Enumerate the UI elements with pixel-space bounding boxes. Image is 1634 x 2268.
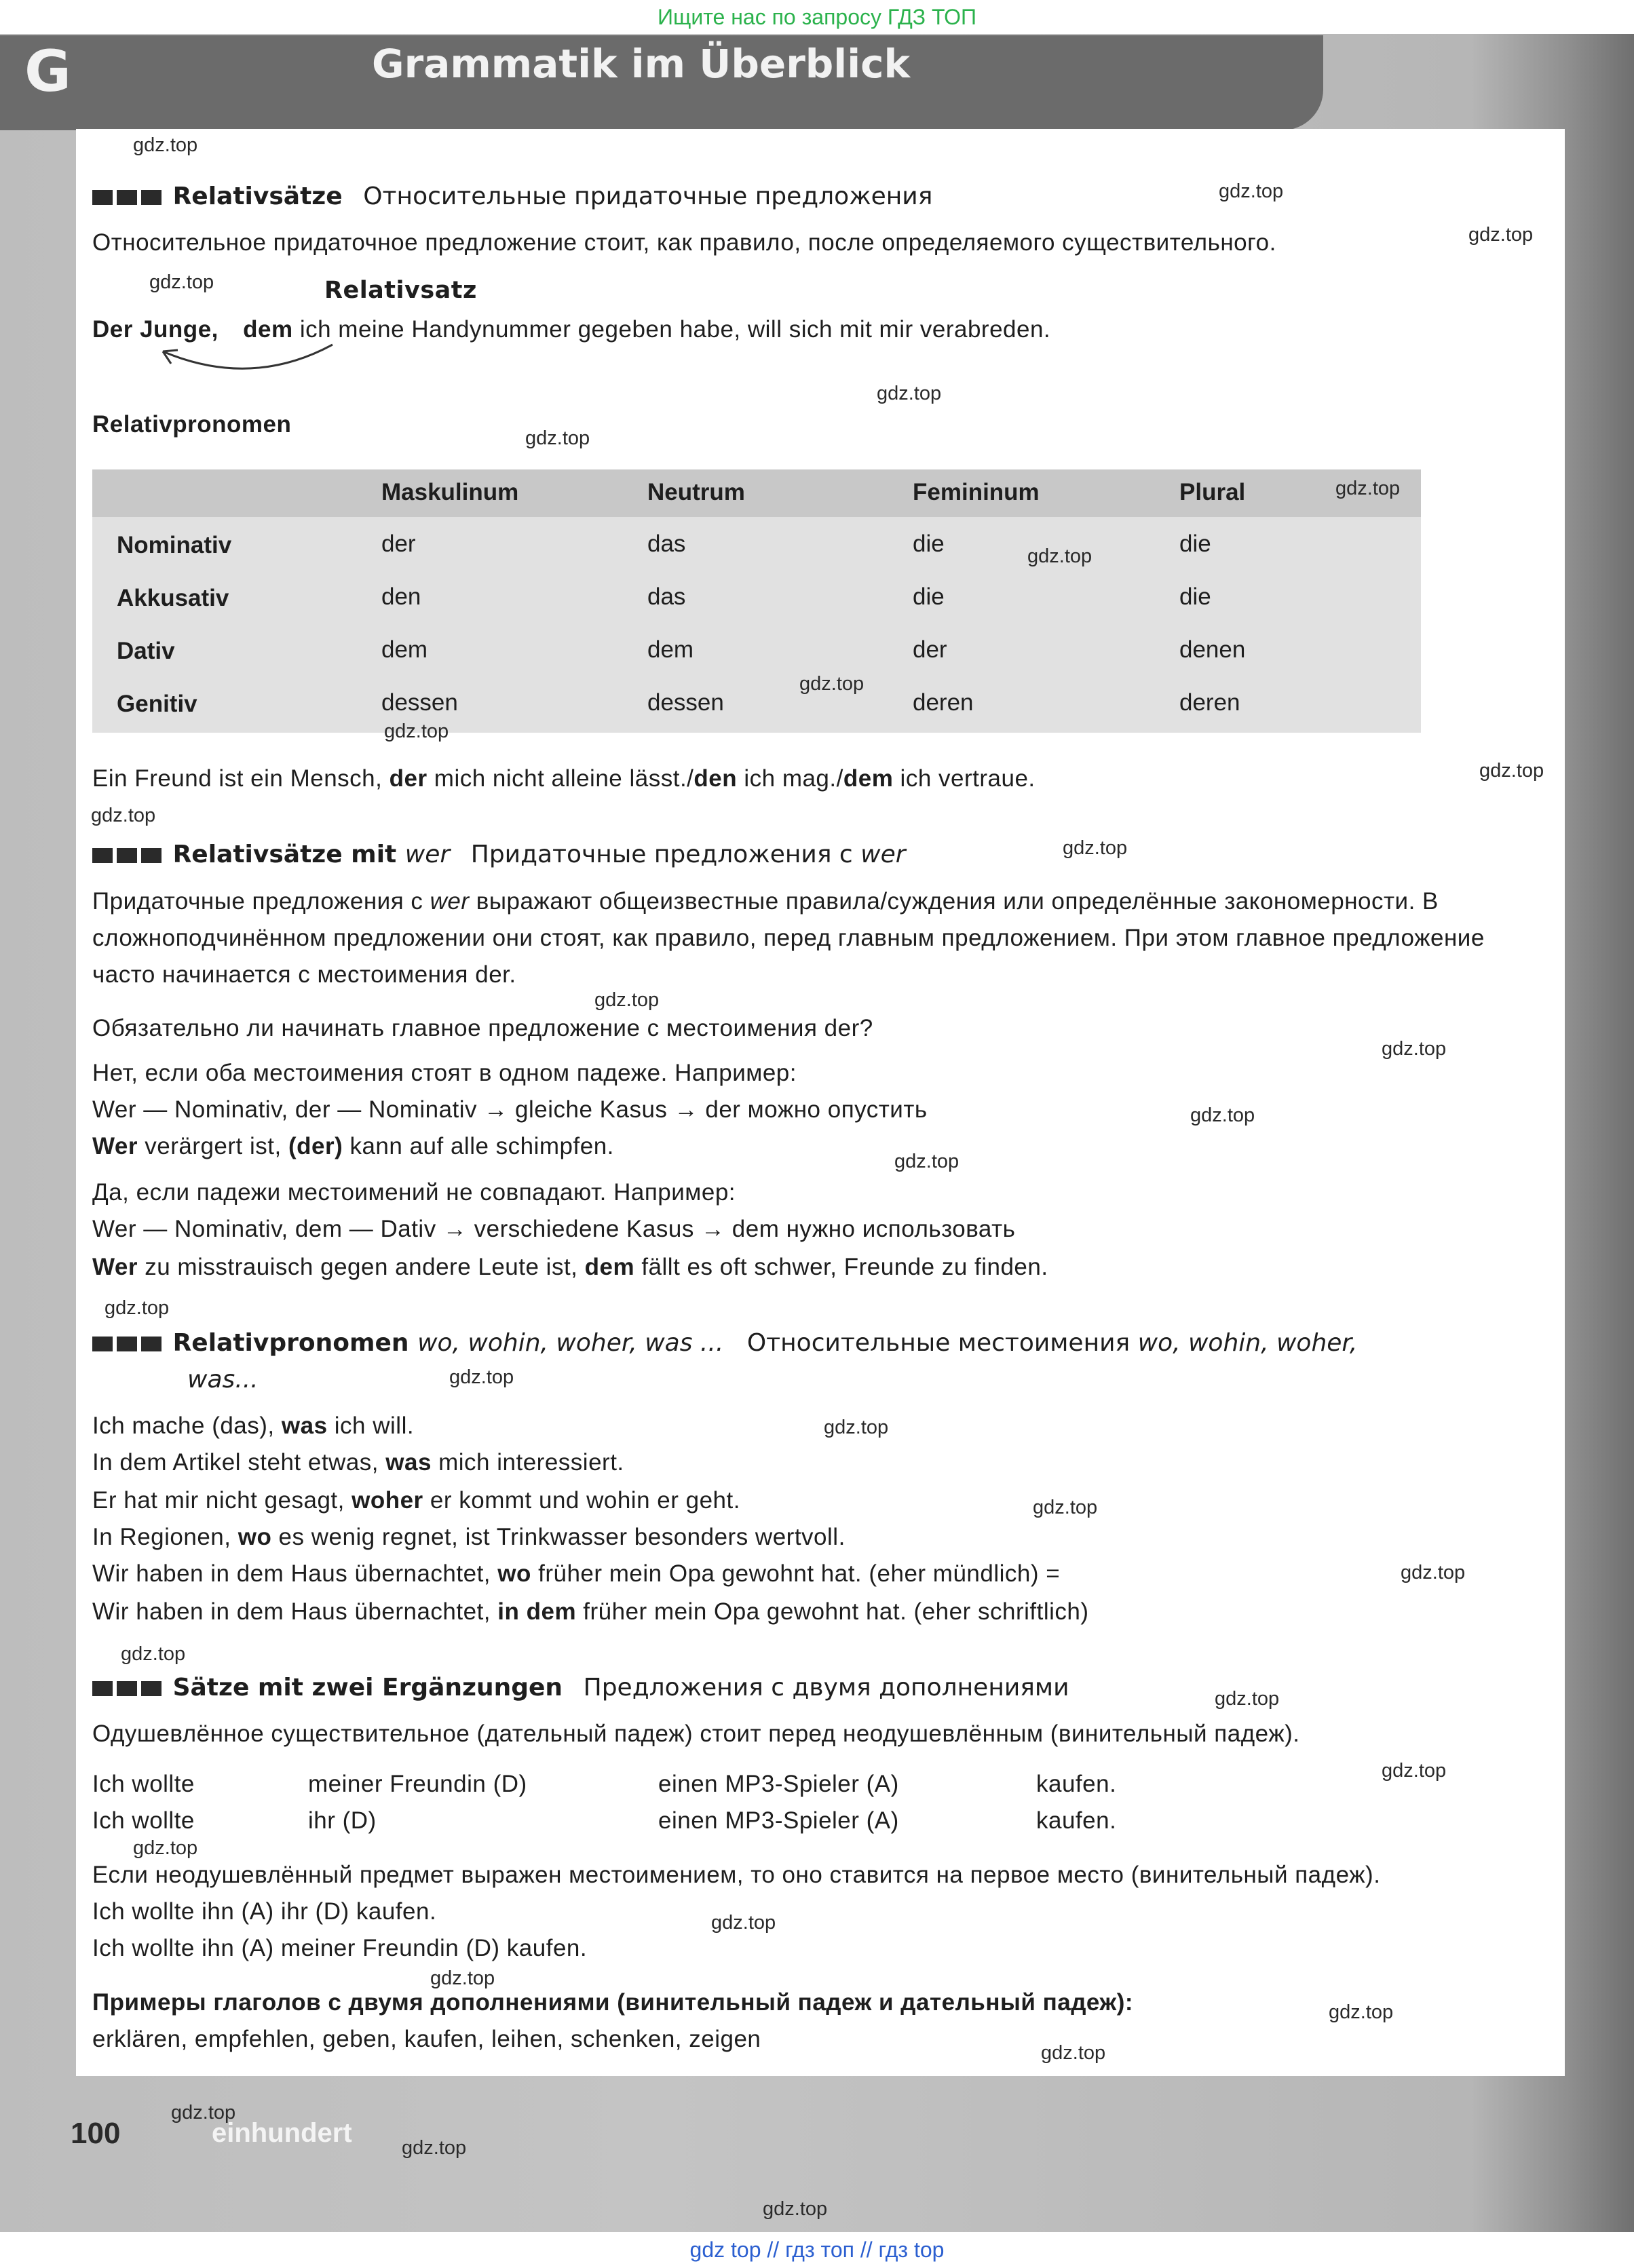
watermark: gdz.top [133, 1837, 198, 1859]
verbs-heading: Примеры глаголов с двумя дополнениями (винительный падеж и дательный падеж): [92, 1989, 1134, 2016]
watermark: gdz.top [171, 2102, 236, 2123]
table-cell: das [647, 583, 686, 610]
watermark: gdz.top [1219, 180, 1284, 202]
watermark: gdz.top [1041, 2042, 1106, 2064]
row-header: Akkusativ [117, 585, 229, 611]
example-table-row: Ich wollte [92, 1807, 195, 1834]
wo-example-1 [92, 1412, 414, 1440]
section-title-ru [747, 1329, 1358, 1357]
table-cell: deren [913, 689, 974, 716]
watermark: gdz.top [430, 1967, 495, 1989]
watermark: gdz.top [1479, 760, 1544, 782]
section-relativsaetze-heading [92, 182, 932, 211]
watermark: gdz.top [1468, 224, 1534, 246]
watermark: gdz.top [1335, 478, 1401, 499]
wer-no-example [92, 1133, 614, 1160]
watermark: gdz.top [402, 2137, 467, 2159]
text-run: es wenig regnet, ist Trinkwasser besonders wertvoll. [271, 1524, 846, 1550]
italic-run: was... [187, 1366, 259, 1394]
bold-run: wo [497, 1560, 531, 1587]
page-word: einhundert [212, 2118, 352, 2148]
text-run: Относительные местоимения [746, 1329, 1138, 1357]
text-run: Wir haben in dem Haus übernachtet, [92, 1560, 498, 1587]
italic-run: wo, wohin, woher, was ... [417, 1329, 724, 1357]
wer-yes-example [92, 1254, 1048, 1281]
watermark: gdz.top [1382, 1038, 1447, 1060]
text-run: mich interessiert. [431, 1449, 624, 1476]
table-cell: denen [1179, 636, 1246, 663]
section-title-ru: Предложения с двумя дополнениями [583, 1674, 1069, 1702]
relative-pronoun: dem [243, 316, 293, 343]
wer-yes-answer: Да, если падежи местоимений не совпадают. Например: [92, 1179, 736, 1206]
italic-run: wer [430, 888, 470, 915]
watermark: gdz.top [133, 134, 198, 156]
col-header: Plural [1179, 479, 1246, 505]
bold-run: den [694, 765, 738, 792]
text-run: Relativsätze mit [172, 841, 405, 868]
text-run: выражают общеизвестные правила/суждения или определённые закономерности. В сложноподчинённом предложении они стоят, как правило, перед главным предложением. При этом главное предложение часто начинается с местоимения der. [92, 888, 1485, 988]
watermark: gdz.top [449, 1366, 514, 1388]
section-title-de: Relativsätze [172, 182, 343, 210]
text-run: früher mein Opa gewohnt hat. (eher schriftlich) [576, 1598, 1089, 1625]
row-header: Genitiv [117, 691, 197, 717]
section-title-de: Sätze mit zwei Ergänzungen [172, 1674, 563, 1702]
antecedent: Der Junge, [92, 316, 218, 343]
watermark: gdz.top [1215, 1688, 1280, 1710]
watermark: gdz.top [121, 1643, 186, 1665]
italic-run: wer [404, 841, 451, 868]
verbs-list: erklären, empfehlen, geben, kaufen, leihen, schenken, zeigen [92, 2026, 761, 2052]
example-table-cell: einen MP3-Spieler (A) [658, 1807, 899, 1834]
bold-run: was [281, 1412, 328, 1439]
bold-run: wo [238, 1524, 272, 1550]
text-run: Er hat mir nicht gesagt, [92, 1487, 352, 1514]
square-bullet-icon [141, 848, 162, 863]
table-cell: das [647, 531, 686, 557]
bold-run: woher [352, 1487, 423, 1514]
page-number: 100 [71, 2117, 121, 2150]
bottom-banner: gdz top // гдз топ // гдз top [0, 2232, 1634, 2268]
watermark: gdz.top [525, 427, 590, 449]
text-run: Relativpronomen [172, 1329, 418, 1357]
example-table-cell: ihr (D) [308, 1807, 377, 1834]
bold-run: dem [843, 765, 894, 792]
bold-run: Wer [92, 1133, 138, 1159]
text-run: früher mein Opa gewohnt hat. (eher mündlich) = [531, 1560, 1061, 1587]
watermark: gdz.top [799, 673, 864, 695]
text-run: Wir haben in dem Haus übernachtet, [92, 1598, 498, 1625]
wo-example-2 [92, 1449, 624, 1476]
watermark: gdz.top [384, 720, 449, 742]
watermark: gdz.top [1190, 1104, 1255, 1126]
watermark: gdz.top [594, 989, 660, 1011]
table-cell: dessen [647, 689, 724, 716]
square-bullet-icon [92, 190, 113, 205]
ergaenzungen-rule-2: Если неодушевлённый предмет выражен местоимением, то оно ставится на первое место (винительный падеж). [92, 1862, 1381, 1888]
table-cell: deren [1179, 689, 1240, 716]
wer-question: Обязательно ли начинать главное предложение с местоимения der? [92, 1015, 873, 1041]
example-table-cell: meiner Freundin (D) [308, 1771, 527, 1797]
square-bullet-icon [117, 190, 137, 205]
section-wo-heading [92, 1328, 1357, 1358]
square-bullet-icon [141, 1681, 162, 1696]
watermark: gdz.top [149, 271, 214, 293]
bold-run: (der) [288, 1133, 343, 1159]
text-run: mich nicht alleine lässt./ [427, 765, 694, 792]
section-wer-heading [92, 840, 906, 869]
ergaenzungen-rule-1: Одушевлённое существительное (дательный падеж) стоит перед неодушевлённым (винительный падеж). [92, 1721, 1300, 1747]
wer-paragraph [92, 883, 1544, 993]
relativpronomen-heading: Relativpronomen [92, 411, 292, 438]
diagram-label: Relativsatz [324, 277, 477, 304]
ergaenzungen-example-2: Ich wollte ihn (A) meiner Freundin (D) kaufen. [92, 1935, 588, 1961]
watermark: gdz.top [1382, 1760, 1447, 1782]
wo-example-3 [92, 1487, 740, 1514]
watermark: gdz.top [894, 1151, 960, 1172]
watermark: gdz.top [1329, 2001, 1394, 2023]
text-run: Ich mache (das), [92, 1412, 282, 1439]
watermark: gdz.top [1401, 1562, 1466, 1583]
square-bullet-icon [92, 848, 113, 863]
section-title-ru [471, 841, 906, 868]
wer-yes-rule: Wer — Nominativ, dem — Dativ → verschiedene Kasus → dem нужно использовать [92, 1216, 1016, 1242]
wo-example-4 [92, 1524, 846, 1551]
watermark: gdz.top [1027, 545, 1092, 567]
square-bullet-icon [117, 1337, 137, 1351]
page-title: Grammatik im Überblick [372, 41, 911, 87]
text-run: Придаточные предложения с [470, 841, 861, 868]
table-cell: den [381, 583, 421, 610]
pronoun-example [92, 765, 1036, 792]
watermark: gdz.top [877, 383, 942, 404]
text-run: ich will. [327, 1412, 415, 1439]
table-cell: dessen [381, 689, 458, 716]
bold-run: Wer [92, 1254, 138, 1280]
table-cell: die [913, 583, 945, 610]
italic-run: wo, wohin, woher, [1137, 1329, 1358, 1357]
section-title-ru: Относительные придаточные предложения [363, 182, 933, 210]
table-cell: dem [647, 636, 694, 663]
watermark: gdz.top [1063, 837, 1128, 859]
square-bullet-icon [141, 190, 162, 205]
col-header: Neutrum [647, 479, 745, 505]
text-run: In Regionen, [92, 1524, 238, 1550]
ergaenzungen-example-1: Ich wollte ihn (A) ihr (D) kaufen. [92, 1898, 437, 1925]
watermark: gdz.top [1033, 1497, 1098, 1518]
square-bullet-icon [92, 1681, 113, 1696]
table-cell: die [913, 531, 945, 557]
square-bullet-icon [141, 1337, 162, 1351]
wo-example-6 [92, 1598, 1089, 1626]
example-table-cell: kaufen. [1036, 1807, 1117, 1834]
square-bullet-icon [92, 1337, 113, 1351]
table-cell: die [1179, 583, 1211, 610]
watermark: gdz.top [711, 1912, 776, 1934]
bold-run: in dem [497, 1598, 577, 1625]
italic-run: wer [860, 841, 906, 868]
watermark: gdz.top [824, 1417, 889, 1438]
col-header: Maskulinum [381, 479, 519, 505]
text-run: Придаточные предложения с [92, 888, 430, 915]
intro-text: Относительное придаточное предложение стоит, как правило, после определяемого существительного. [92, 229, 1276, 256]
text-run: ich mag./ [737, 765, 843, 792]
example-table-cell: einen MP3-Spieler (A) [658, 1771, 899, 1797]
section-wo-heading-cont [187, 1365, 259, 1394]
text-run: zu misstrauisch gegen andere Leute ist, [138, 1254, 585, 1280]
section-title-de [173, 841, 451, 868]
square-bullet-icon [117, 848, 137, 863]
chapter-letter: G [24, 38, 71, 104]
section-title-de [173, 1329, 724, 1357]
square-bullet-icon [117, 1681, 137, 1696]
text-run: In dem Artikel steht etwas, [92, 1449, 386, 1476]
wo-example-5 [92, 1560, 1060, 1588]
text-run: verärgert ist, [138, 1133, 288, 1159]
example-rest: ich meine Handynummer gegeben habe, will sich mit mir verabreden. [292, 316, 1051, 343]
text-run: er kommt und wohin er geht. [423, 1487, 740, 1514]
col-header: Femininum [913, 479, 1040, 505]
table-cell: der [913, 636, 947, 663]
wer-no-answer: Нет, если оба местоимения стоят в одном падеже. Например: [92, 1060, 797, 1086]
bold-run: der [389, 765, 428, 792]
row-header: Nominativ [117, 532, 232, 558]
wer-no-rule: Wer — Nominativ, der — Nominativ → gleiche Kasus → der можно опустить [92, 1096, 928, 1123]
bold-run: dem [584, 1254, 635, 1280]
text-run: kann auf alle schimpfen. [343, 1133, 614, 1159]
top-banner: Ищите нас по запросу ГДЗ ТОП [0, 0, 1634, 34]
table-cell: die [1179, 531, 1211, 557]
example-table-row: Ich wollte [92, 1771, 195, 1797]
section-ergaenzungen-heading [92, 1673, 1069, 1702]
example-table-cell: kaufen. [1036, 1771, 1117, 1797]
watermark: gdz.top [104, 1297, 170, 1319]
watermark: gdz.top [763, 2198, 828, 2220]
text-run: fällt es oft schwer, Freunde zu finden. [634, 1254, 1048, 1280]
row-header: Dativ [117, 638, 175, 664]
watermark: gdz.top [91, 805, 156, 826]
bold-run: was [385, 1449, 432, 1476]
text-run: ich vertraue. [893, 765, 1036, 792]
table-cell: dem [381, 636, 428, 663]
reference-arrow-icon [149, 338, 353, 392]
text-run: Ein Freund ist ein Mensch, [92, 765, 390, 792]
table-cell: der [381, 531, 416, 557]
